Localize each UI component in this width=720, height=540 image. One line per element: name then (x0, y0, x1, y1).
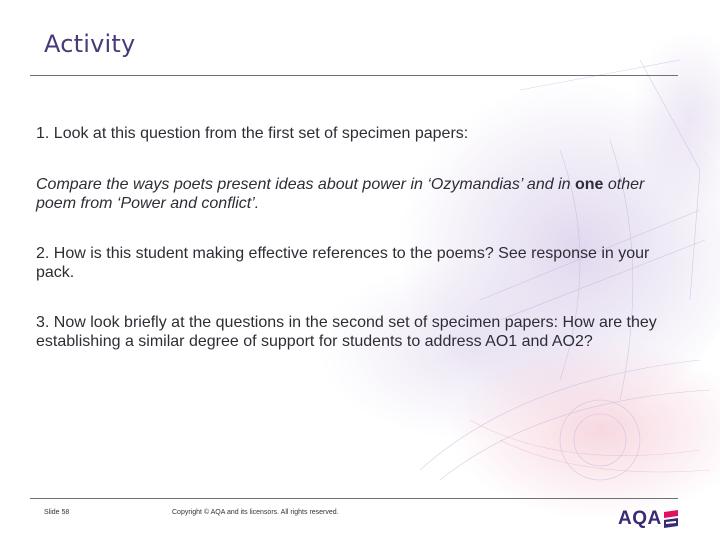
aqa-logo-mark-icon (663, 510, 679, 528)
question-text-end: other poem from ‘Power and conflict’. (36, 176, 645, 212)
copyright-notice: Copyright © AQA and its licensors. All rights reserved. (172, 509, 339, 516)
slide-content (36, 124, 676, 351)
footer-divider (30, 498, 678, 499)
paragraph-1: 1. Look at this question from the first set of specimen papers: (36, 125, 469, 142)
slide-number: Slide 58 (44, 509, 70, 516)
question-text-bold: one (574, 176, 604, 193)
paragraph-question (36, 175, 676, 213)
paragraph-2: 2. How is this student making effective references to the poems? See response in your pack. (36, 245, 650, 281)
title-divider (30, 75, 678, 76)
slide-title: Activity (44, 30, 136, 58)
paragraph-3: 3. Now look briefly at the questions in the second set of specimen papers: How are they establishing a similar degree of support for students to address AO1 and AO2? (36, 314, 657, 350)
logo-text: AQA (618, 508, 662, 529)
question-text-start: Compare the ways poets present ideas about power in ‘Ozymandias’ and in (36, 176, 575, 193)
aqa-logo (618, 508, 680, 530)
